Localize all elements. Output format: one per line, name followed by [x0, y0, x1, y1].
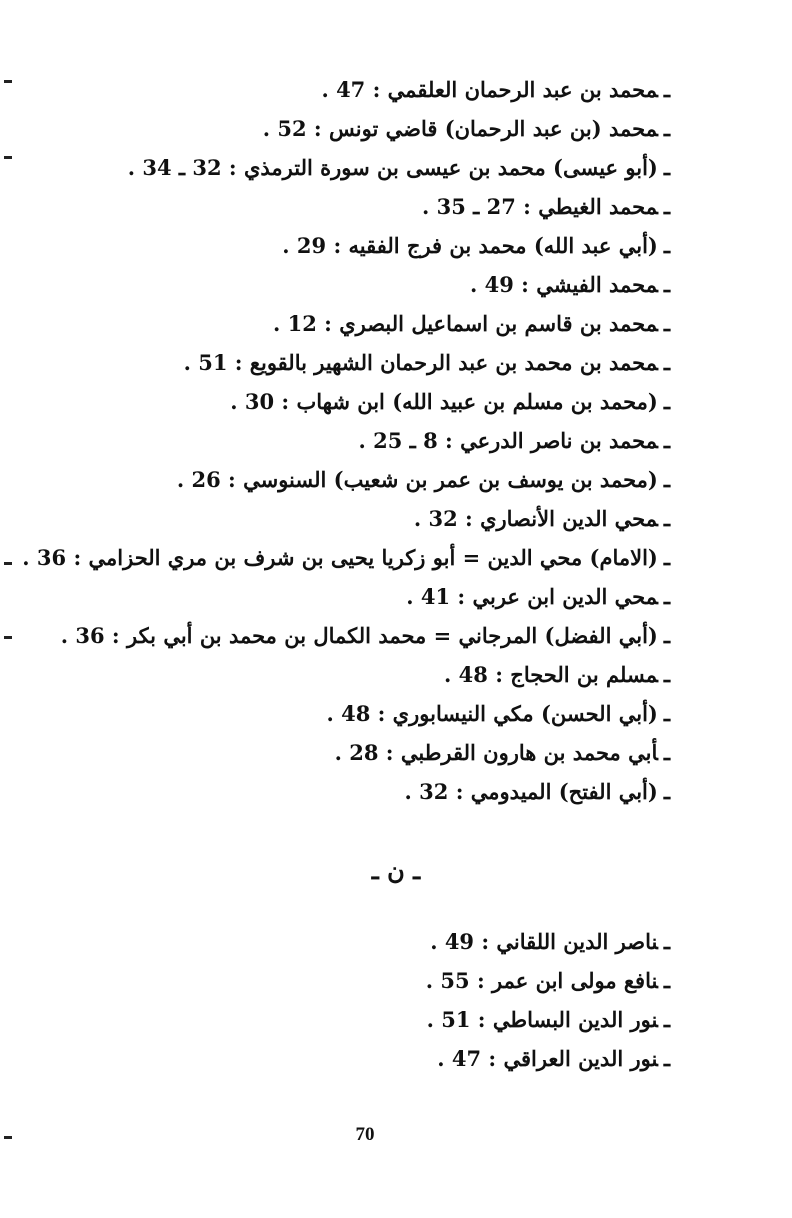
- entry-text: (الامام) محي الدين = أبو زكريا يحيى بن شرف بن مري الحزامي : 36 .: [22, 545, 658, 570]
- entry-text: محمد الفيشي : 49 .: [470, 272, 658, 297]
- entry-dash: ـ: [663, 155, 670, 180]
- entry-dash: ـ: [663, 77, 670, 102]
- entry-dash: ـ: [663, 929, 670, 954]
- entry-dash: ـ: [663, 623, 670, 648]
- entry-dash: ـ: [663, 584, 670, 609]
- entry-dash: ـ: [663, 1007, 670, 1032]
- entry-dash: ـ: [663, 779, 670, 804]
- entry-text: نور الدين العراقي : 47 .: [437, 1046, 658, 1071]
- scan-edge-mark: [4, 156, 12, 159]
- index-entry: [70, 733, 670, 772]
- entry-text: (محمد بن مسلم بن عبيد الله) ابن شهاب : 30 .: [230, 389, 658, 414]
- index-entry: [70, 70, 670, 109]
- entry-dash: ـ: [663, 1046, 670, 1071]
- entry-dash: ـ: [663, 467, 670, 492]
- entry-dash: ـ: [663, 194, 670, 219]
- entry-dash: ـ: [663, 233, 670, 258]
- entry-dash: ـ: [663, 350, 670, 375]
- entry-text: مسلم بن الحجاج : 48 .: [444, 662, 658, 687]
- index-entry: [70, 1000, 670, 1039]
- entry-dash: ـ: [663, 701, 670, 726]
- entry-text: محمد (بن عبد الرحمان) قاضي تونس : 52 .: [262, 116, 658, 141]
- index-entry: [22, 538, 670, 577]
- index-entry: [70, 226, 670, 265]
- index-entry: [70, 265, 670, 304]
- entry-dash: ـ: [663, 311, 670, 336]
- entry-dash: ـ: [663, 662, 670, 687]
- entry-dash: ـ: [663, 968, 670, 993]
- entry-dash: ـ: [663, 272, 670, 297]
- entry-text: (أبي عبد الله) محمد بن فرج الفقيه : 29 .: [282, 233, 658, 258]
- entry-text: محي الدين الأنصاري : 32 .: [413, 506, 658, 531]
- entry-dash: ـ: [663, 389, 670, 414]
- entry-text: (أبي الحسن) مكي النيسابوري : 48 .: [326, 701, 658, 726]
- entry-text: محمد بن محمد بن عبد الرحمان الشهير بالقويع : 51 .: [183, 350, 658, 375]
- index-entry: [70, 577, 670, 616]
- index-entry: [70, 694, 670, 733]
- entry-dash: ـ: [663, 545, 670, 570]
- entry-text: محمد بن قاسم بن اسماعيل البصري : 12 .: [272, 311, 658, 336]
- entry-dash: ـ: [663, 740, 670, 765]
- index-entry: [70, 499, 670, 538]
- page-number: 70: [355, 1124, 375, 1145]
- entry-text: نافع مولى ابن عمر : 55 .: [425, 968, 658, 993]
- scan-edge-mark: [4, 80, 12, 83]
- index-entry: [60, 616, 670, 655]
- index-entry: [70, 109, 670, 148]
- index-entry: [70, 304, 670, 343]
- index-entry: [70, 343, 670, 382]
- entry-text: (أبي الفضل) المرجاني = محمد الكمال بن محمد بن أبي بكر : 36 .: [60, 623, 658, 648]
- entry-dash: ـ: [663, 428, 670, 453]
- index-list-nun: [70, 922, 670, 1078]
- entry-text: محمد بن ناصر الدرعي : 8 ـ 25 .: [358, 428, 658, 453]
- entry-dash: ـ: [663, 506, 670, 531]
- entry-text: محي الدين ابن عربي : 41 .: [406, 584, 658, 609]
- index-entry: [70, 922, 670, 961]
- entry-text: (محمد بن يوسف بن عمر بن شعيب) السنوسي : 26 .: [176, 467, 658, 492]
- index-entry: [70, 961, 670, 1000]
- entry-text: محمد الغيطي : 27 ـ 35 .: [421, 194, 658, 219]
- scan-edge-mark: [4, 636, 12, 639]
- entry-text: (أبو عيسى) محمد بن عيسى بن سورة الترمذي : 32 ـ 34 .: [127, 155, 658, 180]
- index-entry: [70, 187, 670, 226]
- entry-text: ناصر الدين اللقاني : 49 .: [430, 929, 658, 954]
- index-list-mim: [22, 70, 670, 811]
- entry-text: محمد بن عبد الرحمان العلقمي : 47 .: [321, 77, 658, 102]
- index-entry: [70, 421, 670, 460]
- index-entry: [70, 460, 670, 499]
- index-entry: [70, 382, 670, 421]
- index-entry: [70, 772, 670, 811]
- index-entry: [70, 1039, 670, 1078]
- index-entry: [70, 655, 670, 694]
- entry-text: نور الدين البساطي : 51 .: [426, 1007, 658, 1032]
- section-heading-nun: ـ ن ـ: [371, 856, 421, 885]
- entry-text: (أبي الفتح) الميدومي : 32 .: [404, 779, 658, 804]
- entry-text: أبي محمد بن هارون القرطبي : 28 .: [334, 740, 658, 765]
- index-entry: [70, 148, 670, 187]
- scan-edge-mark: [4, 562, 12, 565]
- entry-dash: ـ: [663, 116, 670, 141]
